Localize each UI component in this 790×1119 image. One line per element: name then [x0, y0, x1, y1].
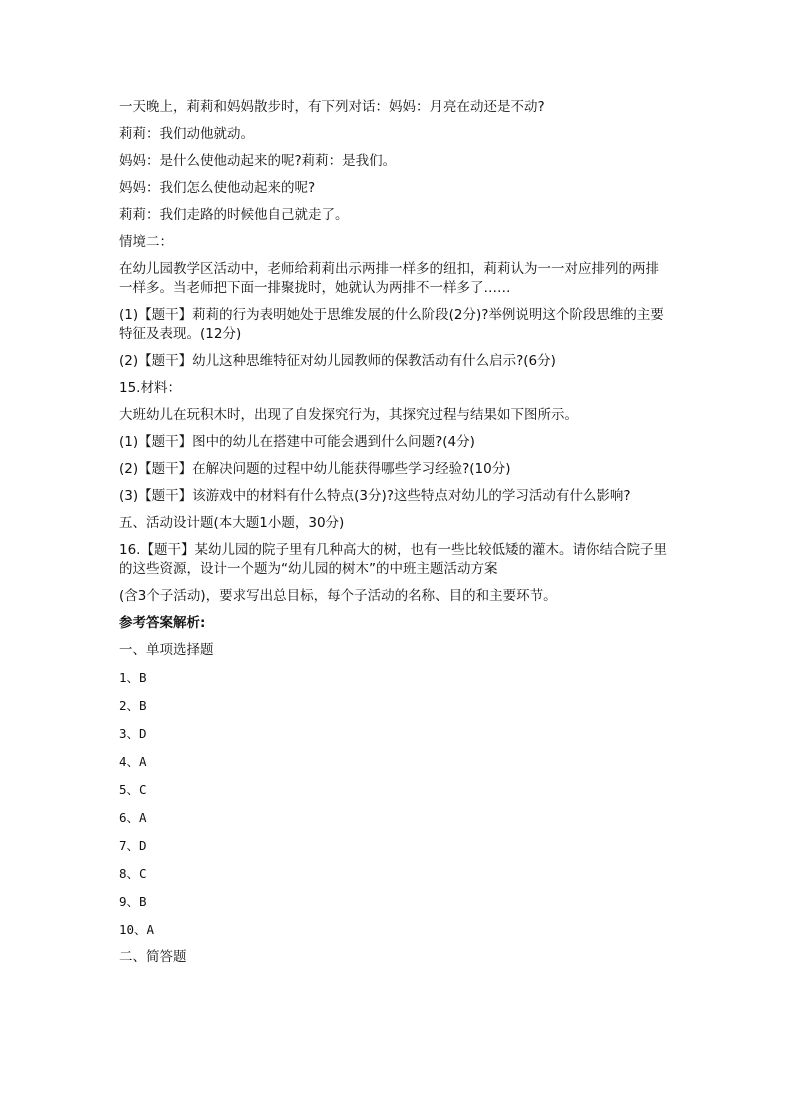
- dialogue-line: 一天晚上，莉莉和妈妈散步时，有下列对话：妈妈：月亮在动还是不动?: [119, 99, 545, 115]
- answer-heading: 参考答案解析:: [119, 615, 206, 631]
- material-heading: 15.材料：: [119, 380, 181, 396]
- dialogue-line: 莉莉：我们走路的时候他自己就走了。: [119, 207, 349, 223]
- answer-item: 10、A: [119, 922, 155, 937]
- dialogue-line: 莉莉：我们动他就动。: [119, 126, 254, 142]
- answer-item: 6、A: [119, 810, 147, 825]
- answer-item: 8、C: [119, 866, 147, 881]
- question-item: (2)【题干】在解决问题的过程中幼儿能获得哪些学习经验?(10分): [119, 461, 511, 477]
- answer-item: 9、B: [119, 894, 147, 909]
- answer-item: 1、B: [119, 670, 147, 685]
- answer-item: 3、D: [119, 726, 147, 741]
- document-page: [119, 98, 669, 975]
- question-item: 16.【题干】某幼儿园的院子里有几种高大的树，也有一些比较低矮的灌木。请你结合院子里的这些资源，设计一个题为“幼儿园的树木”的中班主题活动方案: [119, 542, 667, 577]
- section-heading: 一、单项选择题: [119, 642, 214, 658]
- question-item: (含3个子活动)，要求写出总目标，每个子活动的名称、目的和主要环节。: [119, 588, 557, 604]
- answer-item: 5、C: [119, 782, 147, 797]
- material-text: 大班幼儿在玩积木时，出现了自发探究行为，其探究过程与结果如下图所示。: [119, 407, 578, 423]
- question-item: (3)【题干】该游戏中的材料有什么特点(3分)?这些特点对幼儿的学习活动有什么影响?: [119, 488, 631, 504]
- section-heading: 五、活动设计题(本大题1小题，30分): [119, 515, 345, 531]
- dialogue-line: 妈妈：我们怎么使他动起来的呢?: [119, 180, 316, 196]
- answer-item: 2、B: [119, 698, 147, 713]
- section-heading: 二、简答题: [119, 949, 187, 965]
- answer-item: 7、D: [119, 838, 147, 853]
- answer-item: 4、A: [119, 754, 147, 769]
- scenario-heading: 情境二：: [119, 234, 173, 250]
- question-item: (2)【题干】幼儿这种思维特征对幼儿园教师的保教活动有什么启示?(6分): [119, 353, 556, 369]
- question-item: (1)【题干】莉莉的行为表明她处于思维发展的什么阶段(2分)?举例说明这个阶段思维的主要特征及表现。(12分): [119, 307, 664, 342]
- question-item: (1)【题干】图中的幼儿在搭建中可能会遇到什么问题?(4分): [119, 434, 475, 450]
- scenario-text: 在幼儿园教学区活动中，老师给莉莉出示两排一样多的纽扣，莉莉认为一一对应排列的两排一样多。当老师把下面一排聚拢时，她就认为两排不一样多了……: [119, 261, 659, 296]
- dialogue-line: 妈妈：是什么使他动起来的呢?莉莉：是我们。: [119, 153, 397, 169]
